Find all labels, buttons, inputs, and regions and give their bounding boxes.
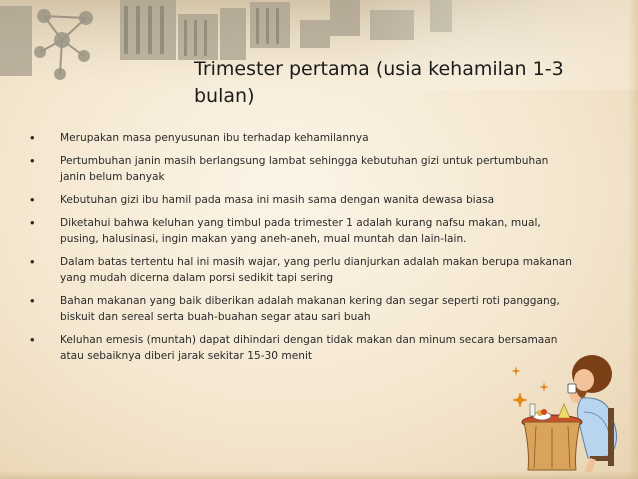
bullet-text: Merupakan masa penyusunan ibu terhadap kehamilannya	[60, 132, 369, 144]
list-item	[30, 192, 575, 208]
bullet-point-icon: •	[30, 192, 35, 207]
bullet-point-icon: •	[30, 332, 35, 347]
bullet-text: Diketahui bahwa keluhan yang timbul pada trimester 1 adalah kurang nafsu makan, mual, pusing, halusinasi, ingin makan yang aneh-aneh, mual muntah dan lain-lain.	[60, 217, 541, 245]
list-item	[30, 130, 575, 146]
bullet-point-icon: •	[30, 130, 35, 145]
bullet-point-icon: •	[30, 153, 35, 168]
list-item	[30, 293, 575, 325]
bullet-point-icon: •	[30, 293, 35, 308]
bullet-text: Bahan makanan yang baik diberikan adalah makanan kering dan segar seperti roti panggang, biskuit dan sereal serta buah-buahan segar atau sari buah	[60, 295, 560, 323]
bullet-list	[30, 130, 575, 371]
bullet-point-icon: •	[30, 254, 35, 269]
slide-title: Trimester pertama (usia kehamilan 1-3 bulan)	[194, 58, 564, 107]
pregnant-woman-clipart	[512, 352, 630, 474]
list-item	[30, 215, 575, 247]
list-item	[30, 153, 575, 185]
bullet-point-icon: •	[30, 215, 35, 230]
paper-edge-right	[628, 0, 638, 479]
bullet-text: Dalam batas tertentu hal ini masih wajar, yang perlu dianjurkan adalah makan berupa makanan yang mudah dicerna dalam porsi sedikit tapi sering	[60, 256, 572, 284]
list-item	[30, 254, 575, 286]
paper-edge-bottom	[0, 471, 638, 479]
bullet-text: Pertumbuhan janin masih berlangsung lambat sehingga kebutuhan gizi untuk pertumbuhan janin belum banyak	[60, 155, 549, 183]
list-item	[30, 332, 575, 364]
bullet-text: Kebutuhan gizi ibu hamil pada masa ini masih sama dengan wanita dewasa biasa	[60, 194, 495, 206]
bullet-text: Keluhan emesis (muntah) dapat dihindari dengan tidak makan dan minum secara bersamaan atau sebaiknya diberi jarak sekitar 15-30 menit	[60, 334, 558, 362]
